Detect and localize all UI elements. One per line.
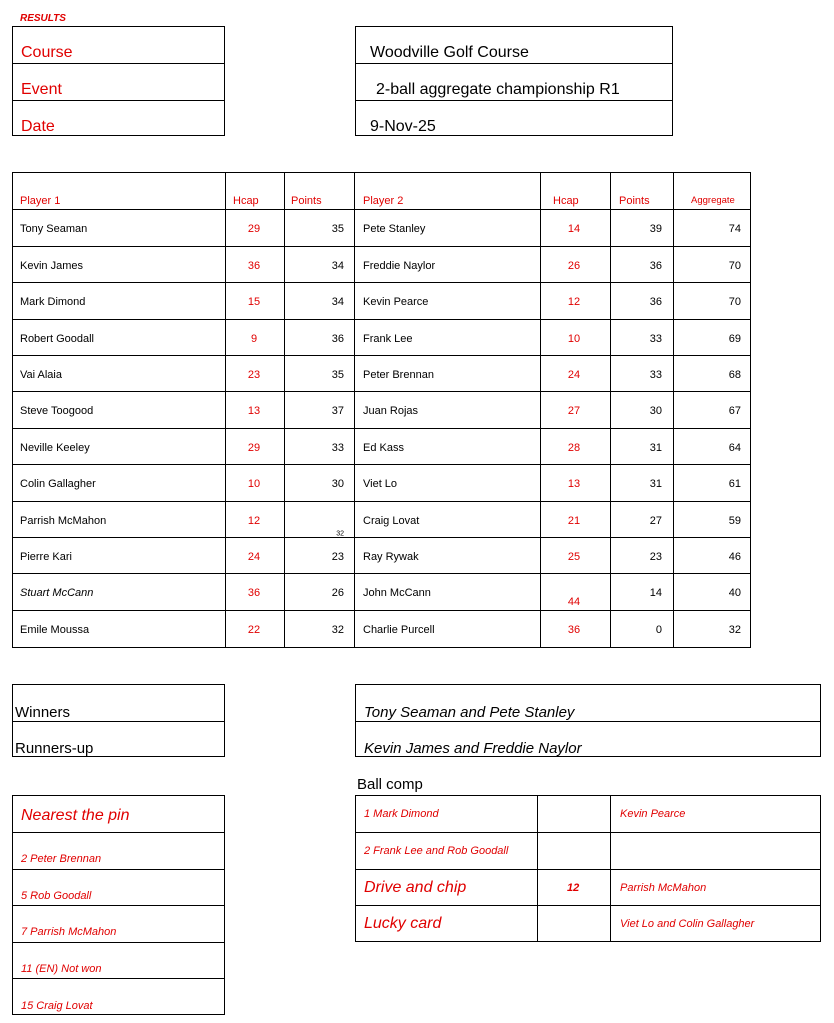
player1-hcap: 24 <box>247 551 261 563</box>
player2-name: Freddie Naylor <box>363 259 436 272</box>
aggregate: 59 <box>728 514 741 527</box>
ball-comp-a: 2 Frank Lee and Rob Goodall <box>364 845 509 857</box>
aggregate: 70 <box>728 259 741 272</box>
player2-name: John McCann <box>363 587 431 600</box>
player1-name: Neville Keeley <box>20 441 90 454</box>
player1-points: 35 <box>331 223 344 236</box>
header-aggregate: Aggregate <box>691 195 735 206</box>
table-row <box>13 573 750 609</box>
date-label: Date <box>21 118 55 135</box>
player1-points: 32 <box>336 530 344 538</box>
player1-points: 23 <box>331 551 344 563</box>
aggregate: 64 <box>728 441 741 454</box>
results-table <box>12 172 751 648</box>
player2-points: 39 <box>649 223 662 236</box>
event-label: Event <box>21 81 62 98</box>
player2-points: 0 <box>655 623 662 636</box>
nearest-pin-item: 11 (EN) Not won <box>21 963 102 975</box>
player2-name: Charlie Purcell <box>363 623 435 636</box>
player2-name: Frank Lee <box>363 332 413 345</box>
player1-name: Vai Alaia <box>20 369 62 381</box>
player2-points: 36 <box>649 296 662 309</box>
player2-points: 27 <box>649 514 662 527</box>
player1-name: Parrish McMahon <box>20 514 107 527</box>
player2-name: Pete Stanley <box>363 223 426 236</box>
table-row <box>13 246 750 282</box>
nearest-pin-item: 15 Craig Lovat <box>21 1000 93 1012</box>
player1-name: Mark Dimond <box>20 296 86 309</box>
table-row <box>13 355 750 391</box>
player1-name: Tony Seaman <box>20 223 88 236</box>
player1-hcap: 9 <box>250 332 258 345</box>
player2-name: Craig Lovat <box>363 514 420 527</box>
ball-comp-c: Kevin Pearce <box>620 808 686 820</box>
aggregate: 32 <box>728 623 741 636</box>
player2-points: 31 <box>649 441 662 454</box>
nearest-pin-box <box>12 795 225 1015</box>
table-row <box>13 610 750 646</box>
aggregate: 46 <box>728 551 741 563</box>
results-label: RESULTS <box>20 13 66 24</box>
player2-hcap: 10 <box>567 332 581 345</box>
player2-name: Viet Lo <box>363 478 398 491</box>
date-value: 9-Nov-25 <box>370 118 436 135</box>
header-player1-hcap: Hcap <box>233 195 259 207</box>
aggregate: 67 <box>728 405 741 418</box>
player2-points: 30 <box>649 405 662 418</box>
table-row <box>13 209 750 245</box>
player1-points: 32 <box>331 623 344 636</box>
header-player2-points: Points <box>619 195 650 207</box>
aggregate: 74 <box>728 223 741 236</box>
table-row <box>13 501 750 537</box>
table-row <box>13 428 750 464</box>
table-row <box>13 282 750 318</box>
player1-name: Stuart McCann <box>20 587 94 600</box>
event-value: 2-ball aggregate championship R1 <box>376 81 620 98</box>
table-row <box>13 537 750 573</box>
ball-comp-c: Parrish McMahon <box>620 882 707 894</box>
player1-hcap: 15 <box>247 296 261 309</box>
ball-comp-a: Lucky card <box>364 915 442 932</box>
player1-points: 33 <box>331 441 344 454</box>
nearest-pin-item: 7 Parrish McMahon <box>21 926 117 938</box>
player2-hcap: 13 <box>567 478 581 491</box>
ball-comp-c: Viet Lo and Colin Gallagher <box>620 918 755 930</box>
course-label: Course <box>21 44 73 61</box>
player2-points: 33 <box>649 332 662 345</box>
aggregate: 40 <box>728 587 741 600</box>
table-header-row <box>13 173 750 209</box>
player1-points: 26 <box>331 587 344 600</box>
player2-name: Peter Brennan <box>363 369 434 381</box>
player1-points: 37 <box>331 405 344 418</box>
header-player2-hcap: Hcap <box>553 195 579 207</box>
ball-comp-a: Drive and chip <box>364 879 467 896</box>
player2-points: 31 <box>649 478 662 491</box>
header-player1-points: Points <box>291 195 322 207</box>
nearest-pin-item: 2 Peter Brennan <box>21 853 102 865</box>
player2-points: 14 <box>649 587 662 600</box>
player2-name: Kevin Pearce <box>363 296 429 309</box>
nearest-pin-item: 5 Rob Goodall <box>21 890 92 902</box>
player1-name: Steve Toogood <box>20 405 94 418</box>
ball-comp-a: 1 Mark Dimond <box>364 808 439 820</box>
player1-hcap: 29 <box>247 441 261 454</box>
player1-hcap: 36 <box>247 259 261 272</box>
player2-hcap: 12 <box>567 296 581 309</box>
winners-value: Tony Seaman and Pete Stanley <box>364 704 575 721</box>
player1-name: Robert Goodall <box>20 332 94 345</box>
ball-comp-title: Ball comp <box>357 776 423 793</box>
ball-comp-b: 12 <box>567 882 580 894</box>
player1-points: 35 <box>331 369 344 381</box>
player2-hcap: 25 <box>567 551 581 563</box>
header-player1-name: Player 1 <box>20 195 61 207</box>
ball-comp-table <box>355 795 821 942</box>
player1-name: Emile Moussa <box>20 623 90 636</box>
player2-hcap: 44 <box>567 596 581 609</box>
player1-name: Pierre Kari <box>20 551 72 563</box>
player2-name: Ed Kass <box>363 441 404 454</box>
table-row <box>13 319 750 355</box>
player1-points: 36 <box>331 332 344 345</box>
player2-hcap: 26 <box>567 259 581 272</box>
player2-hcap: 24 <box>567 369 581 381</box>
player2-name: Juan Rojas <box>363 405 419 418</box>
runners-up-value: Kevin James and Freddie Naylor <box>364 740 582 757</box>
player1-hcap: 29 <box>247 223 261 236</box>
player1-name: Colin Gallagher <box>20 478 96 491</box>
player2-points: 33 <box>649 369 662 381</box>
player2-hcap: 21 <box>567 514 581 527</box>
aggregate: 68 <box>728 369 741 381</box>
info-values-box <box>355 26 673 136</box>
player1-hcap: 36 <box>247 587 261 600</box>
player1-hcap: 22 <box>247 623 261 636</box>
aggregate: 61 <box>728 478 741 491</box>
aggregate: 70 <box>728 296 741 309</box>
course-value: Woodville Golf Course <box>370 44 529 61</box>
table-row <box>13 391 750 427</box>
aggregate: 69 <box>728 332 741 345</box>
player1-points: 30 <box>331 478 344 491</box>
runners-up-label: Runners-up <box>15 740 94 757</box>
player2-hcap: 14 <box>567 223 581 236</box>
header-player2-name: Player 2 <box>363 195 404 207</box>
table-row <box>13 464 750 500</box>
winners-values-box <box>355 684 821 757</box>
nearest-pin-title: Nearest the pin <box>21 807 130 824</box>
player2-hcap: 28 <box>567 441 581 454</box>
winners-labels-box <box>12 684 225 757</box>
winners-label: Winners <box>15 704 71 721</box>
player1-points: 34 <box>331 259 344 272</box>
player2-points: 36 <box>649 259 662 272</box>
player2-name: Ray Rywak <box>363 551 419 563</box>
info-labels-box <box>12 26 225 136</box>
player1-points: 34 <box>331 296 344 309</box>
player2-hcap: 27 <box>567 405 581 418</box>
player1-hcap: 13 <box>247 405 261 418</box>
player1-hcap: 10 <box>247 478 261 491</box>
player1-hcap: 23 <box>247 369 261 381</box>
player1-name: Kevin James <box>20 259 83 272</box>
player2-points: 23 <box>649 551 662 563</box>
player2-hcap: 36 <box>567 623 581 636</box>
player1-hcap: 12 <box>247 514 261 527</box>
